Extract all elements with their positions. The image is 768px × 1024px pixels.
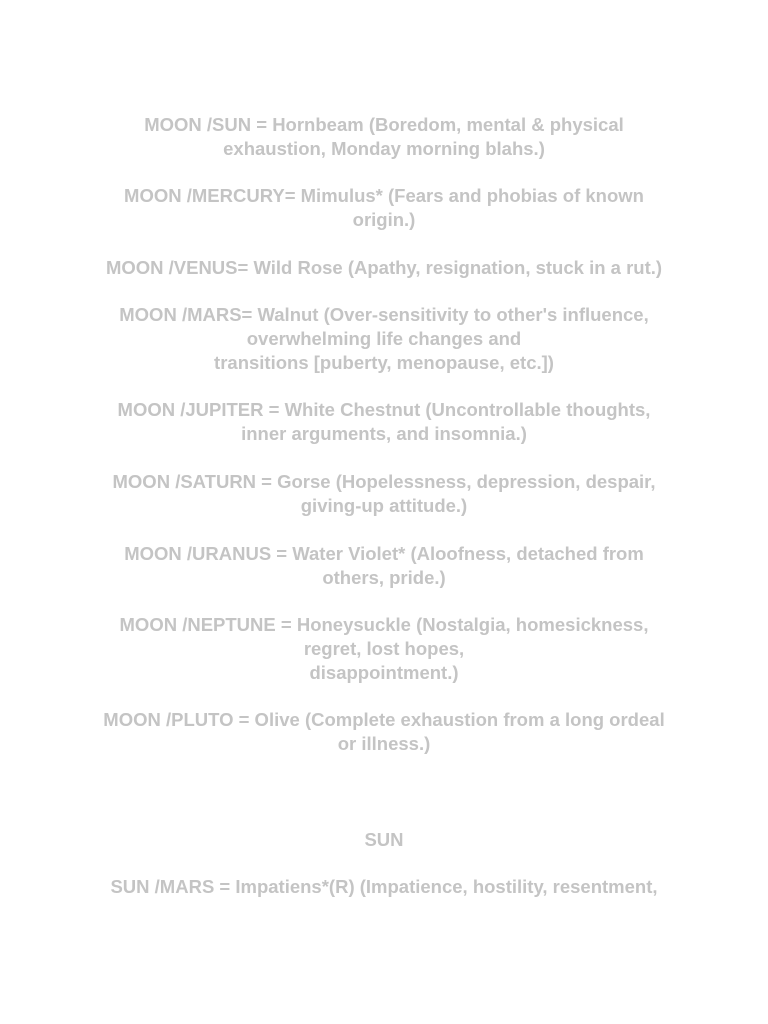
entry-line: MOON /MERCURY= Mimulus* (Fears and phobias of known [124, 185, 644, 206]
entry-moon-sun [70, 113, 698, 161]
entry-line: exhaustion, Monday morning blahs.) [223, 138, 545, 159]
entry-line: MOON /VENUS= Wild Rose (Apathy, resignation, stuck in a rut.) [105, 257, 663, 278]
entry-line: MOON /JUPITER = White Chestnut (Uncontrollable thoughts, [117, 399, 651, 420]
entry-line: MOON /SATURN = Gorse (Hopelessness, depression, despair, [112, 471, 656, 492]
entry-moon-uranus [70, 542, 698, 590]
entry-line: SUN /MARS = Impatiens*(R) (Impatience, hostility, resentment, [110, 876, 658, 897]
entry-line: MOON /NEPTUNE = Honeysuckle (Nostalgia, homesickness, [119, 614, 649, 635]
entry-line: regret, lost hopes, [303, 638, 465, 659]
entry-moon-pluto [70, 708, 698, 756]
entry-line: origin.) [352, 209, 416, 230]
entry-line: MOON /MARS= Walnut (Over-sensitivity to other's influence, [119, 304, 649, 325]
entry-line: others, pride.) [322, 567, 446, 588]
entry-moon-venus [70, 256, 698, 280]
entry-moon-mars [70, 303, 698, 375]
entry-moon-jupiter [70, 398, 698, 446]
entry-moon-neptune [70, 613, 698, 685]
entry-line: giving-up attitude.) [300, 495, 468, 516]
entry-line: inner arguments, and insomnia.) [241, 423, 527, 444]
entry-line: transitions [puberty, menopause, etc.]) [214, 352, 554, 373]
entry-sun-mars [70, 875, 698, 899]
entry-line: or illness.) [337, 733, 431, 754]
entry-line: MOON /PLUTO = Olive (Complete exhaustion from a long ordeal [103, 709, 665, 730]
section-heading: SUN [364, 829, 404, 850]
entry-line: MOON /SUN = Hornbeam (Boredom, mental & physical [144, 114, 624, 135]
entry-line: disappointment.) [309, 662, 459, 683]
entry-line: overwhelming life changes and [246, 328, 522, 349]
entry-moon-saturn [70, 470, 698, 518]
entry-line: MOON /URANUS = Water Violet* (Aloofness, detached from [124, 543, 644, 564]
entry-moon-mercury [70, 184, 698, 232]
